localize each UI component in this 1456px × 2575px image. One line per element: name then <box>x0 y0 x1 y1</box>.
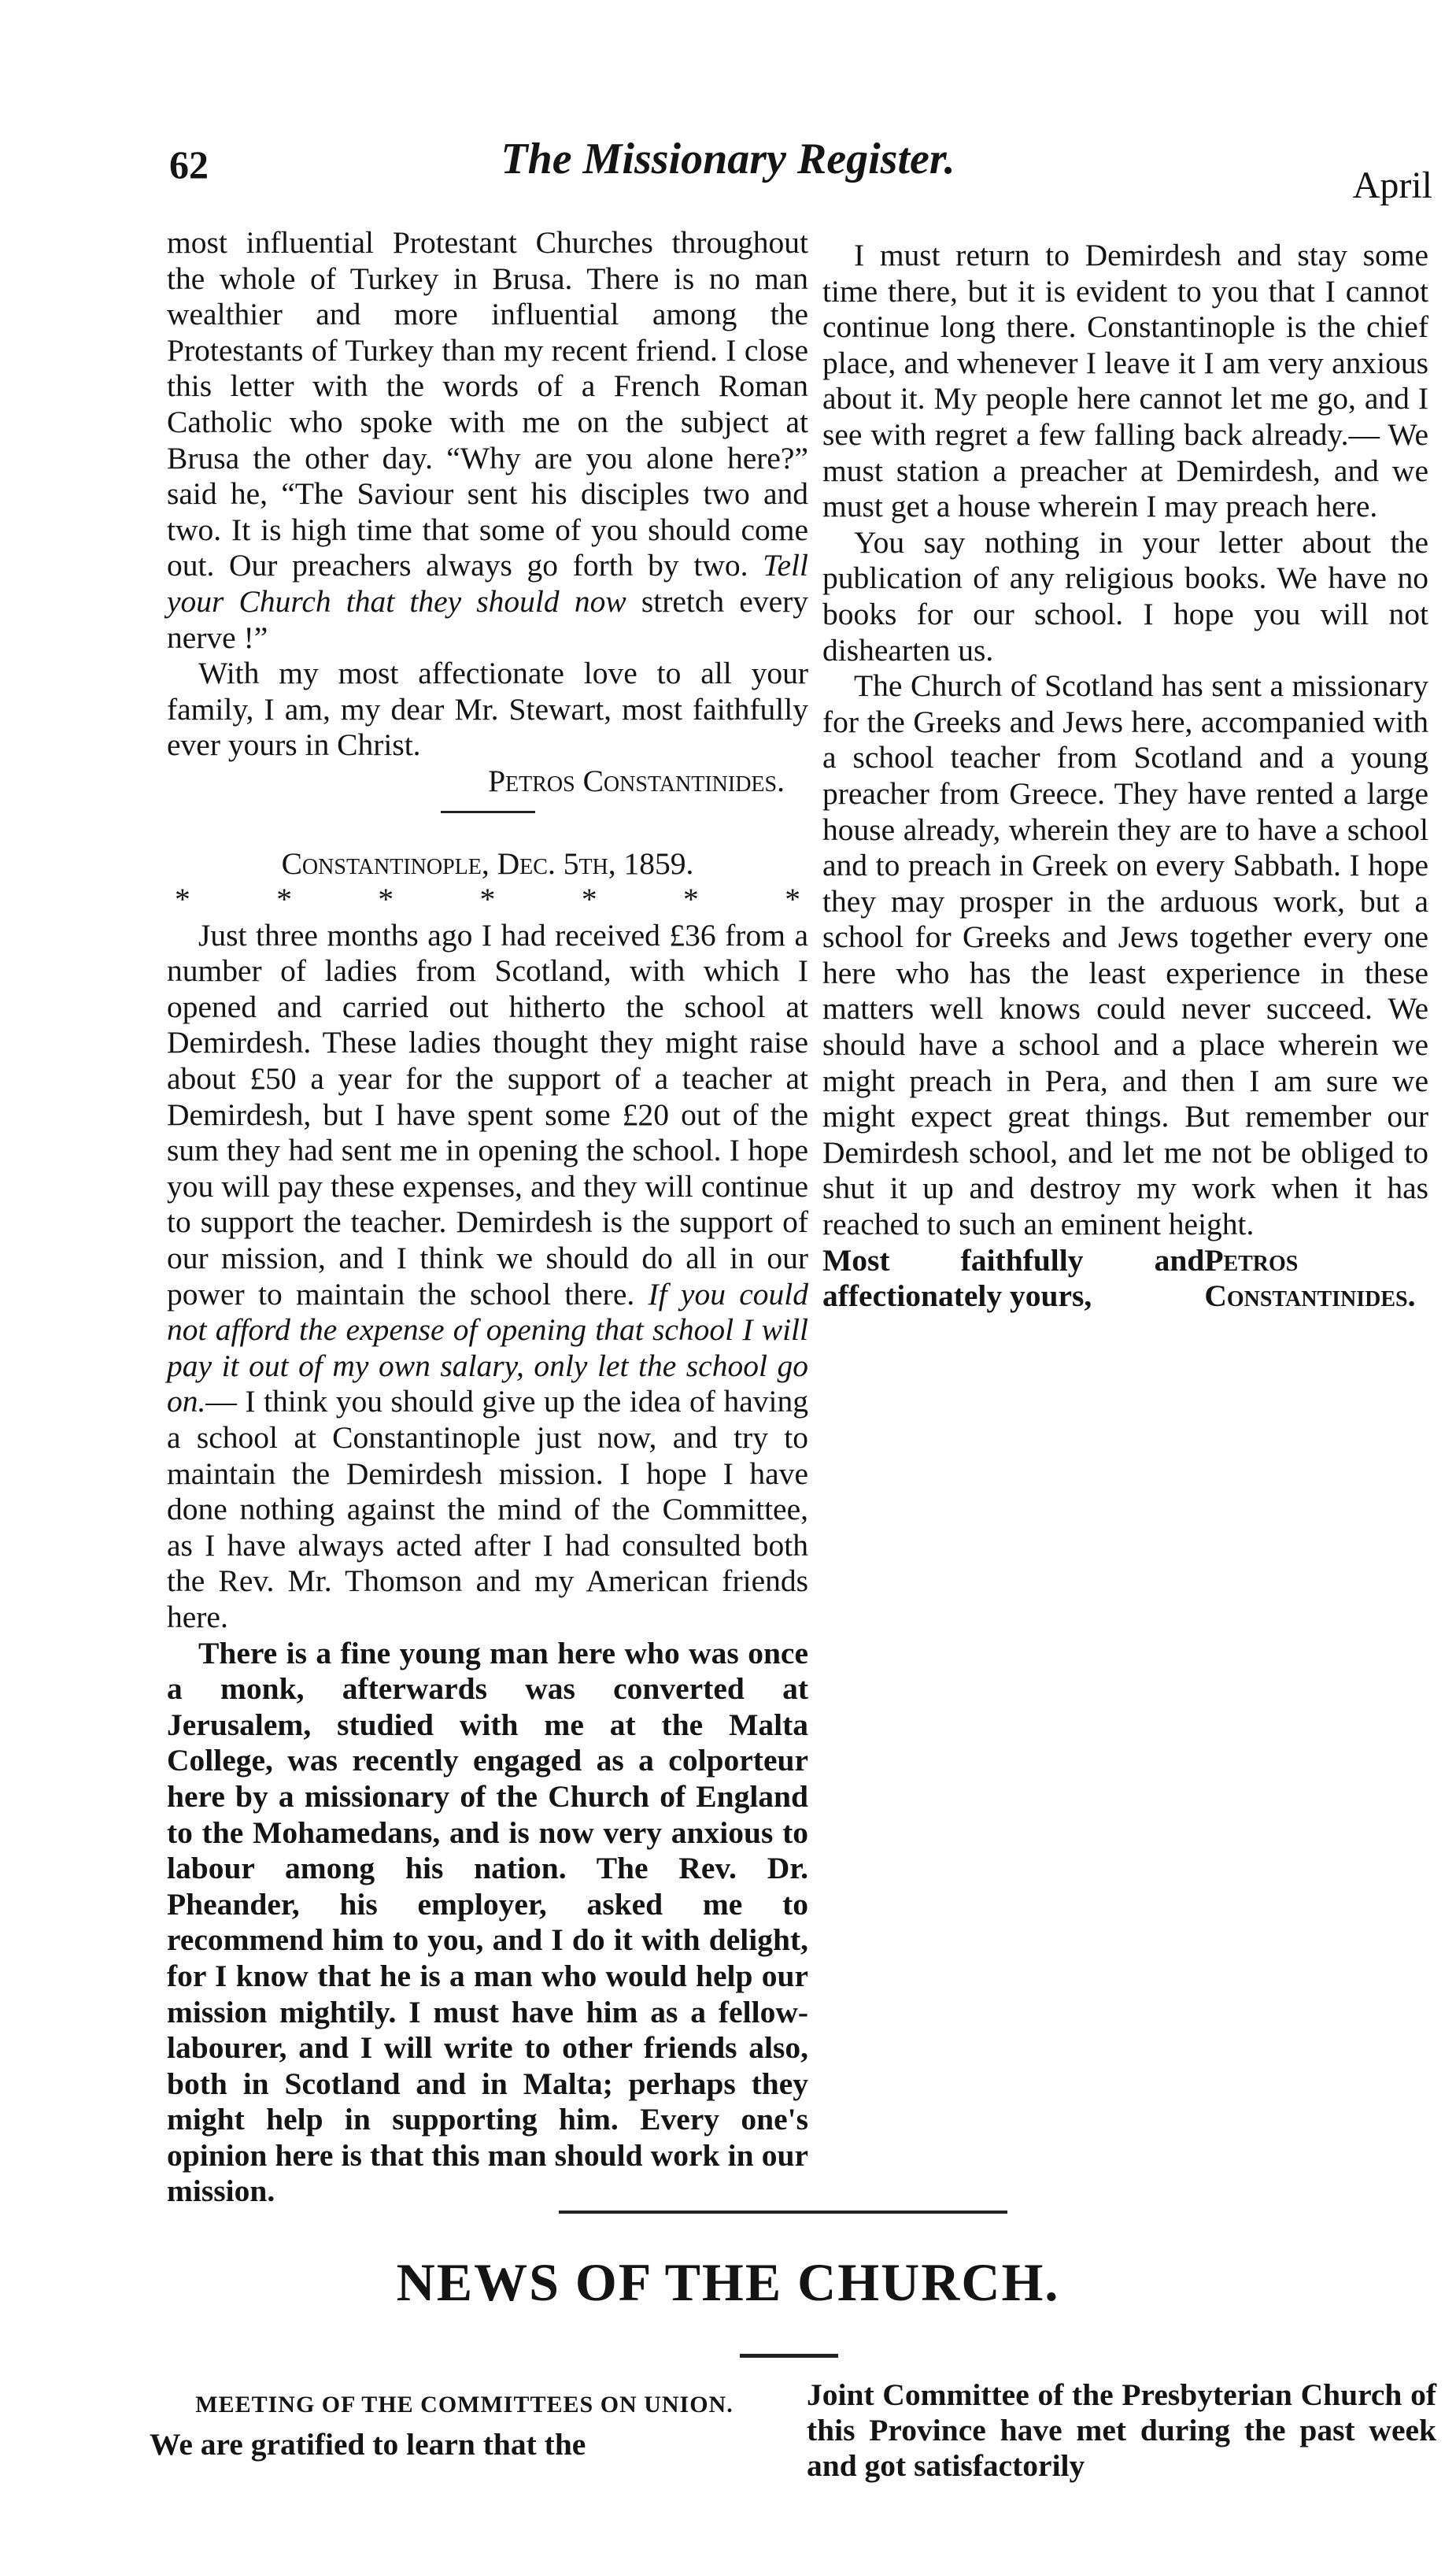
letter1-closing: With my most affectionate love to all your family, I am, my dear Mr. Stewart, most faithfully ever yours in Christ. <box>167 656 808 763</box>
letter2-paragraph-5: The Church of Scotland has sent a missionary for the Greeks and Jews here, accompanied with a school teacher from Scotland and a young preacher from Greece. They have rented a large house already, wherein they are to have a school and to preach in Greek on every Sabbath. I hope they may prosper in the arduous work, but a school for Greeks and Jews together every one here who has the least experience in these matters well knows could never succeed. We should have a school and a place wherein we might preach in Pera, and then I am sure we might expect great things. But remember our Demirdesh school, and let me not be obliged to shut it up and destroy my work when it has reached to such an eminent height. <box>822 668 1428 1242</box>
news-left-column <box>150 2385 779 2464</box>
separator-rule <box>441 811 535 813</box>
news-right-column <box>807 2377 1436 2484</box>
right-column <box>822 238 1428 1315</box>
page-number: 62 <box>169 142 209 187</box>
section-title: NEWS OF THE CHURCH. <box>396 2252 1060 2312</box>
asterism: * * * * * * * <box>175 882 800 917</box>
news-subhead: MEETING OF THE COMMITTEES ON UNION. <box>195 2392 734 2418</box>
news-right-text: Joint Committee of the Presbyterian Church of this Province have met during the past week and got satisfactorily <box>807 2377 1436 2483</box>
news-left-text: We are gratified to learn that the <box>150 2427 586 2462</box>
letter2-paragraph-1: Just three months ago I had received £36 from a number of ladies from Scotland, with which I opened and carried out hitherto the school at Demirdesh. These ladies thought they might raise about £50 a year for the support of a teacher at Demirdesh, but I have spent some £20 out of the sum they had sent me in opening the school. I hope you will pay these expenses, and they will continue to support the teacher. Demirdesh is the support of our mission, and I think we should do all in our power to maintain the school there. If you could not afford the expense of opening that school I will pay it out of my own salary, only let the school go on.— I think you should give up the idea of having a school at Constantinople just now, and try to maintain the Demirdesh mission. I hope I have done nothing against the mind of the Committee, as I have always acted after I had consulted both the Rev. Mr. Thomson and my American friends here. <box>167 917 809 1634</box>
letter2-closing: Most faithfully and affectionately yours, Petros Constantinides. <box>822 1242 1416 1314</box>
letter1-body: most influential Protestant Churches throughout the whole of Turkey in Brusa. There is no man wealthier and more influential among the Protestants of Turkey than my recent friend. I close this letter with the words of a French Roman Catholic who spoke with me on the subject at Brusa the other day. “Why are you alone here?” said he, “The Saviour sent his disciples two and two. It is high time that some of you should come out. Our preachers always go forth by two. Tell your Church that they should now stretch every nerve !” <box>167 225 809 655</box>
left-column <box>167 225 808 2210</box>
letter2-dateline: Constantinople, Dec. 5th, 1859. <box>281 845 694 881</box>
section-top-rule <box>559 2211 1007 2214</box>
letter2-paragraph-2: There is a fine young man here who was once a monk, afterwards was converted at Jerusalem, studied with me at the Malta College, was recently engaged as a colporteur here by a missionary of the Church of England to the Mohamedans, and is now very anxious to labour among his nation. The Rev. Dr. Pheander, his employer, asked me to recommend him to you, and I do it with delight, for I know that he is a man who would help our mission mightily. I must have him as a fellow-labourer, and I will write to other friends also, both in Scotland and in Malta; perhaps they might help in supporting him. Every one's opinion here is that this man should work in our mission. <box>167 1635 808 2209</box>
journal-title: The Missionary Register. <box>501 135 955 183</box>
running-head <box>0 134 1456 205</box>
letter2-paragraph-3: I must return to Demirdesh and stay some time there, but it is evident to you that I cannot continue long there. Constantinople is the chief place, and whenever I leave it I am very anxious about it. My people here cannot let me go, and I see with regret a few falling back already.— We must station a preacher at Demirdesh, and we must get a house wherein I may preach here. <box>822 238 1428 524</box>
letter2-paragraph-4: You say nothing in your letter about the publication of any religious books. We have no books for our school. I hope you will not dishearten us. <box>822 524 1428 668</box>
section-bottom-rule <box>740 2354 838 2358</box>
letter1-signature: Petros Constantinides. <box>488 763 785 798</box>
issue-month: April <box>1352 165 1432 206</box>
